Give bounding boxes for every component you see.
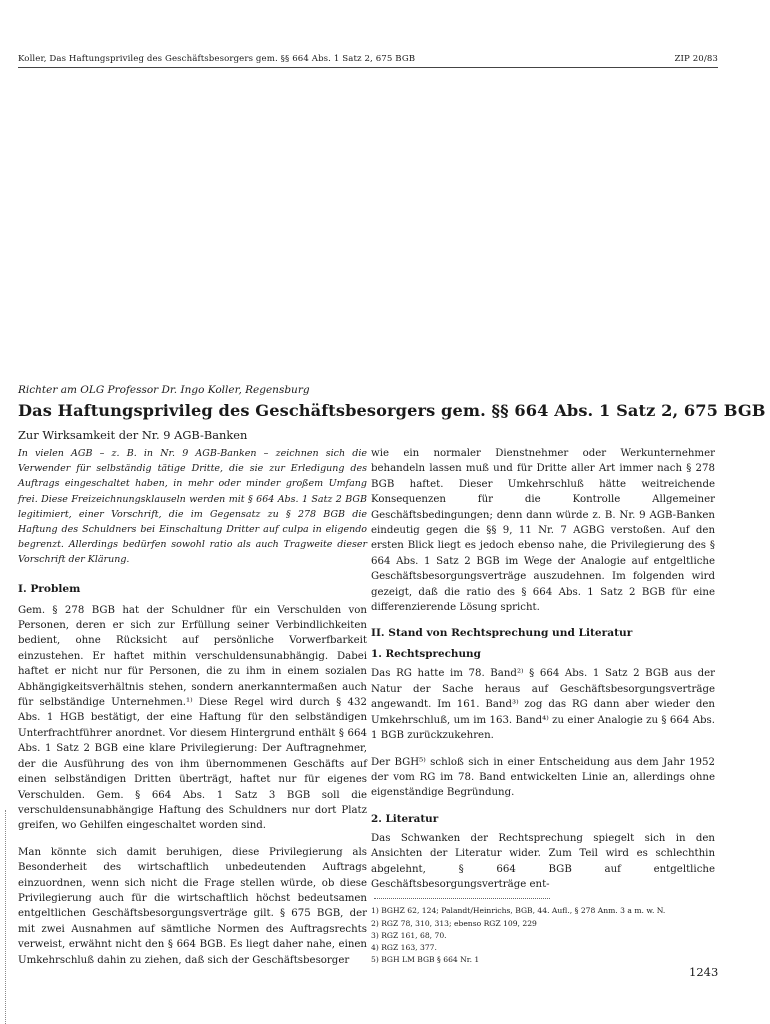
section-heading-jurisprudence: II. Stand von Rechtsprechung und Literatur <box>371 627 633 640</box>
header-rule <box>18 67 718 68</box>
article-subtitle: Zur Wirksamkeit der Nr. 9 AGB-Banken <box>18 428 248 442</box>
paragraph: Das RG hatte im 78. Band²⁾ § 664 Abs. 1 Satz 2 BGB aus der Natur der Sache heraus auf Geschäftsbesorgungsverträge angewandt. Im 161. Band³⁾ zog das RG dann aber wieder den Umkehrschluß, um im 163. Band⁴⁾ zu einer Analogie zu § 664 Abs. 1 BGB zurückzukehren. <box>371 668 715 742</box>
running-head-title: Koller, Das Haftungsprivileg des Geschäftsbesorgers gem. §§ 664 Abs. 1 Satz 2, 675 BGB <box>18 54 416 64</box>
paragraph: Das Schwanken der Rechtsprechung spiegelt sich in den Ansichten der Literatur wider. Zum Teil wird es schlechthin abgelehnt, § 664 BGB auf entgeltliche Geschäftsbesorgungsverträge ent- <box>371 832 715 890</box>
journal-issue: ZIP 20/83 <box>674 54 718 64</box>
scan-margin-mark <box>5 810 10 1024</box>
footnote: 4) RGZ 163, 377. <box>371 942 437 952</box>
running-head <box>18 54 718 64</box>
section-heading-problem: I. Problem <box>18 582 81 595</box>
footnote-divider <box>374 898 550 899</box>
footnote: 2) RGZ 78, 310, 313; ebenso RGZ 109, 229 <box>371 918 537 928</box>
subsection-heading-literature: 2. Literatur <box>371 812 439 825</box>
article-title: Das Haftungsprivileg des Geschäftsbesorgers gem. §§ 664 Abs. 1 Satz 2, 675 BGB <box>18 401 766 420</box>
page-number: 1243 <box>689 965 719 979</box>
author-line: Richter am OLG Professor Dr. Ingo Koller, Regensburg <box>18 384 310 396</box>
footnote-list <box>371 905 715 966</box>
right-column <box>371 446 715 966</box>
paragraph: Der BGH⁵⁾ schloß sich in einer Entscheidung aus dem Jahr 1952 der vom RG im 78. Band entwickelten Linie an, allerdings ohne eigenständige Begründung. <box>371 756 715 799</box>
left-column <box>18 446 367 979</box>
subsection-heading-case-law: 1. Rechtsprechung <box>371 648 481 661</box>
abstract: In vielen AGB – z. B. in Nr. 9 AGB-Banken – zeichnen sich die Verwender für selbständig tätige Dritte, die sie zur Erledigung des Auftrags eingeschaltet haben, in mehr oder minder großem Umfang frei. Diese Freizeichnungsklauseln werden mit § 664 Abs. 1 Satz 2 BGB legitimiert, einer Vorschrift, die im Gegensatz zu § 278 BGB die Haftung des Schuldners bei Einschaltung Dritter auf culpa in eligendo begrenzt. Allerdings bedürfen sowohl ratio als auch Tragweite dieser Vorschrift der Klärung. <box>18 448 367 566</box>
footnote: 3) RGZ 161, 68, 70. <box>371 930 447 940</box>
paragraph: wie ein normaler Dienstnehmer oder Werkunternehmer behandeln lassen muß und für Dritte aller Art immer nach § 278 BGB haftet. Dieser Umkehrschluß hätte weitreichende Konsequenzen für die Kontrolle Allgemeiner Geschäftsbedingungen; denn dann würde z. B. Nr. 9 AGB-Banken eindeutig gegen die §§ 9, 11 Nr. 7 AGBG verstoßen. Auf den ersten Blick liegt es jedoch ebenso nahe, die Privilegierung des § 664 Abs. 1 Satz 2 BGB im Wege der Analogie auf entgeltliche Geschäftsbesorgungsverträge auszudehnen. Im folgenden wird gezeigt, daß die ratio des § 664 Abs. 1 Satz 2 BGB für eine differenzierende Lösung spricht. <box>371 448 715 614</box>
paragraph: Man könnte sich damit beruhigen, diese Privilegierung als Besonderheit des wirtschaftlich unbedeutenden Auftrags einzuordnen, wenn sich nicht die Frage stellen würde, ob diese Privilegierung auch für die wirtschaftlich höchst bedeutsamen entgeltlichen Geschäftsbesorgungsverträge gilt. § 675 BGB, der mit zwei Ausnahmen auf sämtliche Normen des Auftragsrechts verweist, erwähnt nicht den § 664 BGB. Es liegt daher nahe, einen Umkehrschluß dahin zu ziehen, daß sich der Geschäftsbesorger <box>18 846 367 966</box>
footnote: 1) BGHZ 62, 124; Palandt/Heinrichs, BGB, 44. Aufl., § 278 Anm. 3 a m. w. N. <box>371 906 666 916</box>
paragraph: Gem. § 278 BGB hat der Schuldner für ein Verschulden von Personen, deren er sich zur Erfüllung seiner Verbindlichkeiten bedient, ohne Rücksicht auf persönliche Vorwerfbarkeit einzustehen. Er haftet mithin verschuldensunabhängig. Dabei haftet er nicht nur für Personen, die zu ihm in einem sozialen Abhängigkeitsverhältnis stehen, sondern anerkanntermaßen auch für selbständige Unternehmen.¹⁾ Diese Regel wird durch § 432 Abs. 1 HGB bestätigt, der eine Haftung für den selbständigen Unterfrachtführer anordnet. Vor diesem Hintergrund enthält § 664 Abs. 1 Satz 2 BGB eine klare Privilegierung: Der Auftragnehmer, der die Ausführung des von ihm übernommenen Geschäfts auf einen selbständigen Dritten überträgt, haftet nur für eigenes Verschulden. Gem. § 664 Abs. 1 Satz 3 BGB soll die verschuldensunabhängige Haftung des Schuldners nur dort Platz greifen, wo Gehilfen eingeschaltet worden sind. <box>18 604 367 832</box>
footnote: 5) BGH LM BGB § 664 Nr. 1 <box>371 955 480 965</box>
